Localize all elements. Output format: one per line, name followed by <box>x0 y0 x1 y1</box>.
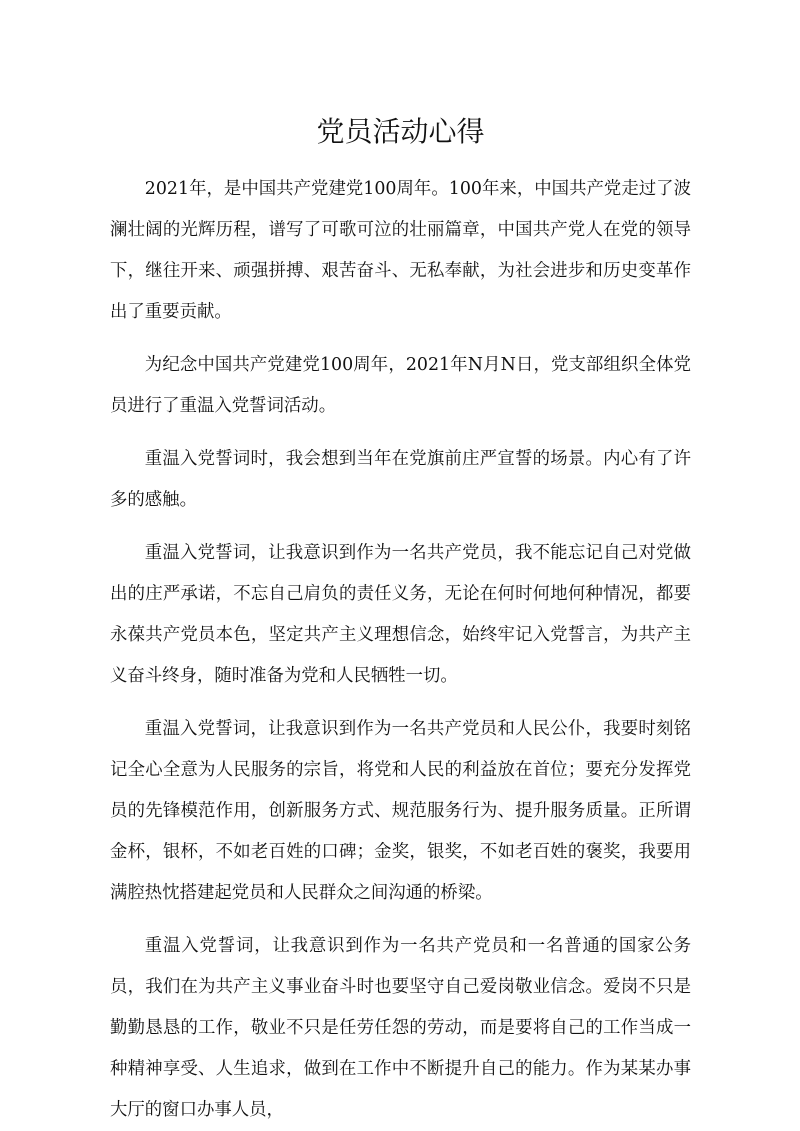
paragraph: 重温入党誓词时，我会想到当年在党旗前庄严宣誓的场景。内心有了许多的感触。 <box>110 449 691 510</box>
paragraph: 重温入党誓词，让我意识到作为一名共产党员和一名普通的国家公务员，我们在为共产主义事业奋斗时也要坚守自己爱岗敬业信念。爱岗不只是勤勤恳恳的工作，敬业不只是任劳任怨的劳动，而是要将自己的工作当成一种精神享受、人生追求，做到在工作中不断提升自己的能力。作为某某办事大厅的窗口办事人员， <box>110 936 691 1120</box>
document-body <box>110 169 691 1131</box>
paragraph: 重温入党誓词，让我意识到作为一名共产党员，我不能忘记自己对党做出的庄严承诺，不忘自己肩负的责任义务，无论在何时何地何种情况，都要永葆共产党员本色，坚定共产主义理想信念，始终牢记入党誓言，为共产主义奋斗终身，随时准备为党和人民牺牲一切。 <box>110 543 691 686</box>
paragraph: 2021年，是中国共产党建党100周年。100年来，中国共产党走过了波澜壮阔的光辉历程，谱写了可歌可泣的壮丽篇章，中国共产党人在党的领导下，继往开来、顽强拼搏、艰苦奋斗、无私奉献，为社会进步和历史变革作出了重要贡献。 <box>110 179 691 322</box>
paragraph: 为纪念中国共产党建党100周年，2021年N月N日，党支部组织全体党员进行了重温入党誓词活动。 <box>110 355 691 416</box>
page-title: 党员活动心得 <box>316 115 485 148</box>
paragraph: 重温入党誓词，让我意识到作为一名共产党员和人民公仆，我要时刻铭记全心全意为人民服务的宗旨，将党和人民的利益放在首位；要充分发挥党员的先锋模范作用，创新服务方式、规范服务行为、提升服务质量。正所谓金杯，银杯，不如老百姓的口碑；金奖，银奖，不如老百姓的褒奖，我要用满腔热忱搭建起党员和人民群众之间沟通的桥梁。 <box>110 719 691 903</box>
